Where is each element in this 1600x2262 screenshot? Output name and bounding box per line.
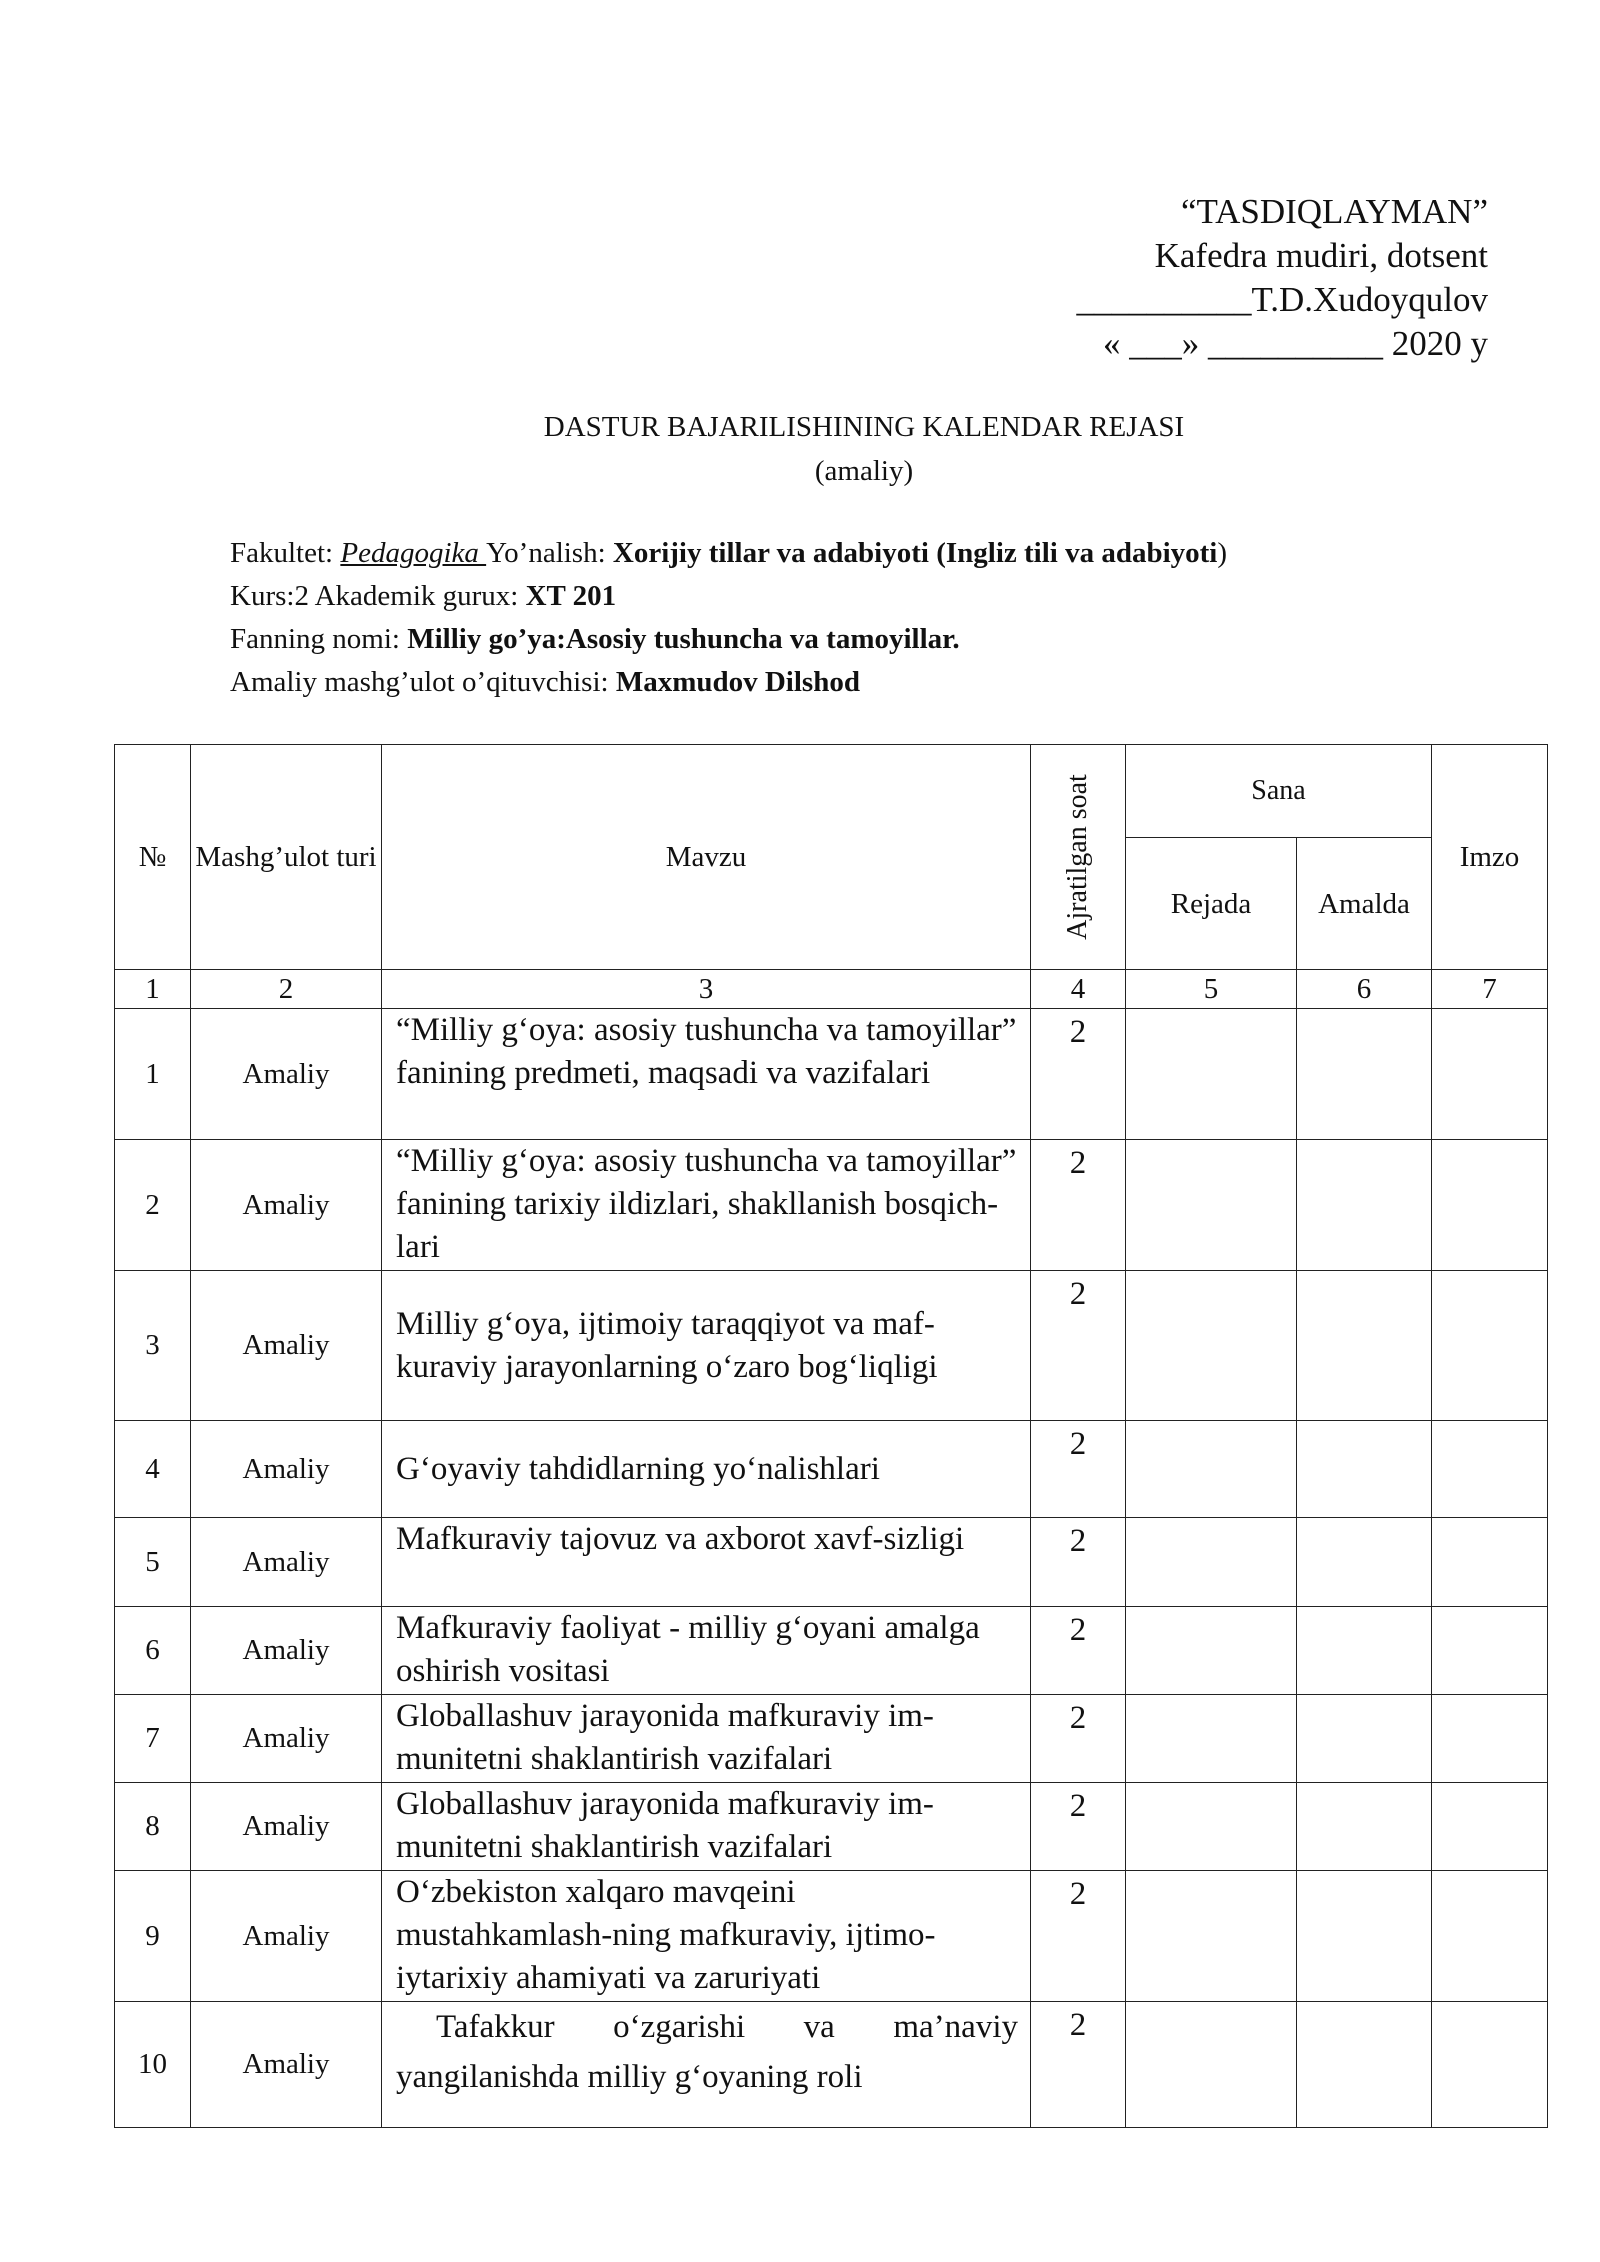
column-number: 7 bbox=[1432, 970, 1548, 1009]
table-row bbox=[115, 2002, 1548, 2128]
approval-position: Kafedra mudiri, dotsent bbox=[1154, 236, 1488, 275]
header-planned: Rejada bbox=[1126, 838, 1297, 970]
row-planned-date bbox=[1126, 1271, 1297, 1421]
row-planned-date bbox=[1126, 1009, 1297, 1140]
header-hours: Ajratilgan soat bbox=[1062, 774, 1093, 940]
direction-close: ) bbox=[1217, 537, 1228, 569]
row-signature bbox=[1432, 1271, 1548, 1421]
row-topic: Milliy g‘oya, ijtimoiy taraqqiyot va maf-kuraviy jarayonlarning o‘zaro bog‘liqligi bbox=[382, 1271, 1031, 1421]
table-row bbox=[115, 1140, 1548, 1271]
row-hours: 2 bbox=[1031, 1421, 1126, 1518]
column-number: 3 bbox=[382, 970, 1031, 1009]
row-topic: G‘oyaviy tahdidlarning yo‘nalishlari bbox=[382, 1421, 1031, 1518]
row-signature bbox=[1432, 1421, 1548, 1518]
subject-value: Milliy go’ya:Asosiy tushuncha va tamoyillar. bbox=[407, 623, 960, 655]
row-signature bbox=[1432, 1871, 1548, 2002]
row-hours: 2 bbox=[1031, 1871, 1126, 2002]
row-number: 6 bbox=[115, 1607, 191, 1695]
row-signature bbox=[1432, 1009, 1548, 1140]
row-number: 10 bbox=[115, 2002, 191, 2128]
table-row bbox=[115, 1783, 1548, 1871]
table-row bbox=[115, 1421, 1548, 1518]
subject-line bbox=[230, 618, 1227, 661]
row-type: Amaliy bbox=[191, 1783, 382, 1871]
row-signature bbox=[1432, 1783, 1548, 1871]
row-signature bbox=[1432, 1607, 1548, 1695]
row-number: 3 bbox=[115, 1271, 191, 1421]
row-topic: O‘zbekiston xalqaro mavqeini mustahkamlash-ning mafkuraviy, ijtimo-iytarixiy ahamiyati va zaruriyati bbox=[382, 1871, 1031, 2002]
course-info bbox=[230, 532, 1227, 704]
row-actual-date bbox=[1297, 1271, 1432, 1421]
header-hours-wrap bbox=[1031, 745, 1125, 969]
row-planned-date bbox=[1126, 2002, 1297, 2128]
document-title: DASTUR BAJARILISHINING KALENDAR REJASI bbox=[543, 411, 1185, 443]
row-number: 9 bbox=[115, 1871, 191, 2002]
row-planned-date bbox=[1126, 1421, 1297, 1518]
faculty-line bbox=[230, 532, 1227, 575]
teacher-value: Maxmudov Dilshod bbox=[615, 666, 860, 698]
approval-date-line: « ___» __________ 2020 y bbox=[1103, 324, 1488, 363]
header-type: Mashg’ulot turi bbox=[191, 745, 382, 970]
row-hours: 2 bbox=[1031, 1518, 1126, 1607]
row-topic: Globallashuv jarayonida mafkuraviy im-munitetni shaklantirish vazifalari bbox=[382, 1695, 1031, 1783]
row-actual-date bbox=[1297, 1783, 1432, 1871]
table-row bbox=[115, 1518, 1548, 1607]
column-number: 6 bbox=[1297, 970, 1432, 1009]
row-planned-date bbox=[1126, 1695, 1297, 1783]
row-hours: 2 bbox=[1031, 2002, 1126, 2128]
row-type: Amaliy bbox=[191, 1421, 382, 1518]
row-hours: 2 bbox=[1031, 1783, 1126, 1871]
approval-block bbox=[1076, 190, 1488, 366]
approval-stamp: “TASDIQLAYMAN” bbox=[1181, 192, 1488, 231]
header-topic: Mavzu bbox=[382, 745, 1031, 970]
row-type: Amaliy bbox=[191, 1518, 382, 1607]
column-number: 5 bbox=[1126, 970, 1297, 1009]
row-topic: “Milliy g‘oya: asosiy tushuncha va tamoyillar” fanining predmeti, maqsadi va vazifalari bbox=[382, 1009, 1031, 1140]
column-number: 4 bbox=[1031, 970, 1126, 1009]
table-row bbox=[115, 1695, 1548, 1783]
document-subtitle: (amaliy) bbox=[814, 455, 914, 487]
row-topic: Mafkuraviy tajovuz va axborot xavf-sizligi bbox=[382, 1518, 1031, 1607]
direction-label: Yo’nalish: bbox=[486, 537, 613, 569]
row-hours: 2 bbox=[1031, 1271, 1126, 1421]
table-row bbox=[115, 1607, 1548, 1695]
row-planned-date bbox=[1126, 1518, 1297, 1607]
row-type: Amaliy bbox=[191, 1607, 382, 1695]
row-hours: 2 bbox=[1031, 1607, 1126, 1695]
row-number: 2 bbox=[115, 1140, 191, 1271]
row-actual-date bbox=[1297, 1695, 1432, 1783]
row-planned-date bbox=[1126, 1140, 1297, 1271]
header-date: Sana bbox=[1126, 745, 1432, 838]
row-number: 1 bbox=[115, 1009, 191, 1140]
row-type: Amaliy bbox=[191, 1140, 382, 1271]
row-planned-date bbox=[1126, 1783, 1297, 1871]
faculty-label: Fakultet: bbox=[230, 537, 341, 569]
row-topic: Mafkuraviy faoliyat - milliy g‘oyani amalga oshirish vositasi bbox=[382, 1607, 1031, 1695]
row-type: Amaliy bbox=[191, 1009, 382, 1140]
row-signature bbox=[1432, 1518, 1548, 1607]
subject-label: Fanning nomi: bbox=[230, 623, 408, 655]
header-hours-cell bbox=[1031, 745, 1126, 970]
row-topic: Tafakkur o‘zgarishi va ma’naviy yangilanishda milliy g‘oyaning roli bbox=[382, 2002, 1031, 2128]
row-type: Amaliy bbox=[191, 1871, 382, 2002]
row-planned-date bbox=[1126, 1607, 1297, 1695]
teacher-label: Amaliy mashg’ulot o’qituvchisi: bbox=[230, 666, 616, 698]
teacher-line bbox=[230, 661, 1227, 704]
row-number: 5 bbox=[115, 1518, 191, 1607]
column-number: 2 bbox=[191, 970, 382, 1009]
row-number: 7 bbox=[115, 1695, 191, 1783]
row-actual-date bbox=[1297, 1871, 1432, 2002]
column-number: 1 bbox=[115, 970, 191, 1009]
row-type: Amaliy bbox=[191, 1271, 382, 1421]
row-actual-date bbox=[1297, 1421, 1432, 1518]
row-actual-date bbox=[1297, 1607, 1432, 1695]
header-num: № bbox=[115, 745, 191, 970]
column-number-row bbox=[115, 970, 1548, 1009]
row-hours: 2 bbox=[1031, 1695, 1126, 1783]
row-actual-date bbox=[1297, 1140, 1432, 1271]
row-type: Amaliy bbox=[191, 1695, 382, 1783]
header-row-1 bbox=[115, 745, 1548, 838]
header-signature: Imzo bbox=[1432, 745, 1548, 970]
row-number: 4 bbox=[115, 1421, 191, 1518]
table-row bbox=[115, 1009, 1548, 1140]
row-signature bbox=[1432, 1140, 1548, 1271]
faculty-value: Pedagogika bbox=[340, 537, 487, 569]
row-planned-date bbox=[1126, 1871, 1297, 2002]
course-label: Kurs:2 Akademik gurux: bbox=[230, 580, 526, 612]
row-actual-date bbox=[1297, 1518, 1432, 1607]
direction-value: Xorijiy tillar va adabiyoti (Ingliz tili va adabiyoti bbox=[612, 537, 1218, 569]
row-signature bbox=[1432, 1695, 1548, 1783]
row-actual-date bbox=[1297, 1009, 1432, 1140]
row-topic: Globallashuv jarayonida mafkuraviy im-munitetni shaklantirish vazifalari bbox=[382, 1783, 1031, 1871]
row-type: Amaliy bbox=[191, 2002, 382, 2128]
row-topic: “Milliy g‘oya: asosiy tushuncha va tamoyillar” fanining tarixiy ildizlari, shakllanish bosqich-lari bbox=[382, 1140, 1031, 1271]
group-value: XT 201 bbox=[525, 580, 617, 612]
row-hours: 2 bbox=[1031, 1140, 1126, 1271]
row-hours: 2 bbox=[1031, 1009, 1126, 1140]
table-row bbox=[115, 1271, 1548, 1421]
calendar-plan-table bbox=[114, 744, 1548, 2128]
course-line bbox=[230, 575, 1227, 618]
table-row bbox=[115, 1871, 1548, 2002]
document-title-block bbox=[0, 405, 1600, 493]
row-number: 8 bbox=[115, 1783, 191, 1871]
header-actual: Amalda bbox=[1297, 838, 1432, 970]
row-signature bbox=[1432, 2002, 1548, 2128]
row-actual-date bbox=[1297, 2002, 1432, 2128]
approval-signature-line: __________T.D.Xudoyqulov bbox=[1076, 280, 1488, 319]
